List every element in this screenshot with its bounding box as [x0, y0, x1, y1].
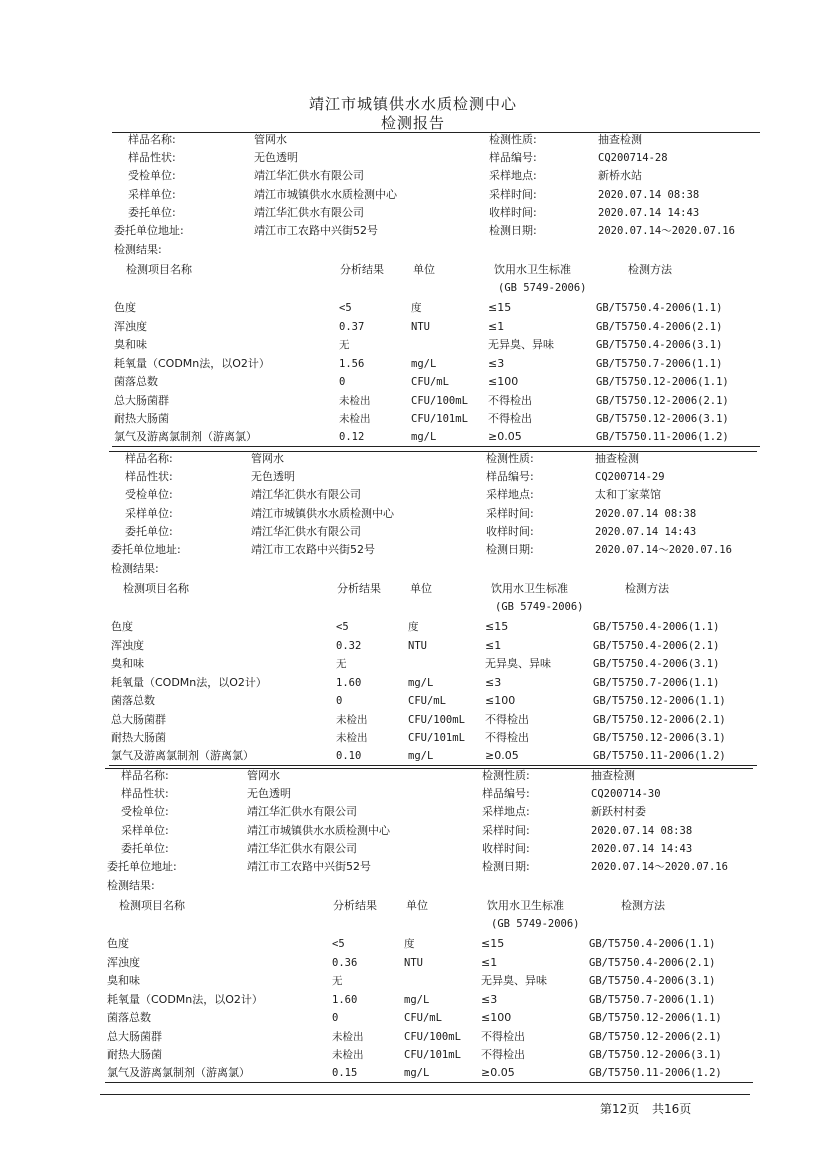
row-standard: ≤100 — [481, 1011, 512, 1024]
value-sampling-time: 2020.07.14 08:38 — [591, 825, 693, 837]
row-method: GB/T5750.12-2006(1.1) — [596, 376, 729, 388]
row-method: GB/T5750.12-2006(3.1) — [596, 413, 729, 425]
row-item-name: 氯气及游离氯制剂（游离氯） — [111, 749, 254, 762]
label-inspection-date: 检测日期: — [489, 224, 537, 237]
label-receiving-unit: 受检单位: — [121, 805, 169, 818]
label-inspection-date: 检测日期: — [482, 860, 530, 873]
section-bottom-rule — [112, 446, 760, 447]
section-top-rule — [109, 451, 757, 452]
value-receiving-unit: 靖江华汇供水有限公司 — [251, 488, 361, 501]
value-inspection-nature: 抽查检测 — [591, 769, 635, 782]
row-result: <5 — [339, 302, 352, 314]
row-standard: 无异臭、异味 — [485, 657, 551, 670]
row-standard: 无异臭、异味 — [488, 338, 554, 351]
row-standard: 无异臭、异味 — [481, 974, 547, 987]
row-item-name: 浑浊度 — [111, 639, 144, 652]
row-result: 0 — [336, 695, 343, 707]
row-method: GB/T5750.7-2006(1.1) — [593, 677, 720, 689]
report-subtitle: 检测报告 — [380, 114, 445, 132]
row-unit: CFU/mL — [408, 695, 446, 707]
sample-section — [0, 133, 826, 453]
label-sample-number: 样品编号: — [486, 470, 534, 483]
row-unit: NTU — [408, 640, 427, 652]
value-inspection-date: 2020.07.14～2020.07.16 — [595, 544, 732, 556]
value-inspection-nature: 抽查检测 — [598, 133, 642, 146]
label-sampling-location: 采样地点: — [486, 488, 534, 501]
label-sampling-unit: 采样单位: — [128, 188, 176, 201]
row-standard: ≤100 — [485, 694, 516, 707]
report-title: 靖江市城镇供水水质检测中心 — [308, 95, 517, 113]
label-sample-name: 样品名称: — [125, 452, 173, 465]
label-sampling-location: 采样地点: — [482, 805, 530, 818]
label-sampling-location: 采样地点: — [489, 169, 537, 182]
row-method: GB/T5750.4-2006(2.1) — [596, 321, 723, 333]
row-result: 0.37 — [339, 321, 365, 333]
row-result: 0 — [339, 376, 346, 388]
label-sampling-time: 采样时间: — [486, 507, 534, 520]
col-header-result: 分析结果 — [337, 582, 381, 595]
label-receiving-unit: 受检单位: — [128, 169, 176, 182]
label-sample-number: 样品编号: — [482, 787, 530, 800]
row-standard: 不得检出 — [488, 412, 532, 425]
col-header-standard: 饮用水卫生标准 — [494, 263, 571, 276]
row-item-name: 耐热大肠菌 — [111, 731, 166, 744]
label-sample-name: 样品名称: — [128, 133, 176, 146]
results-label: 检测结果: — [114, 243, 162, 256]
row-method: GB/T5750.4-2006(1.1) — [589, 938, 716, 950]
row-item-name: 耐热大肠菌 — [114, 412, 169, 425]
row-result: 0.36 — [332, 957, 358, 969]
row-unit: NTU — [404, 957, 423, 969]
label-entrusting-unit: 委托单位: — [128, 206, 176, 219]
label-entrusting-address: 委托单位地址: — [107, 860, 177, 873]
page-number-total: 共16页 — [652, 1102, 692, 1116]
row-item-name: 菌落总数 — [111, 694, 155, 707]
col-header-unit: 单位 — [413, 263, 435, 276]
row-result: 0 — [332, 1012, 339, 1024]
value-sample-name: 管网水 — [247, 769, 280, 782]
value-receiving-time: 2020.07.14 14:43 — [595, 526, 697, 538]
row-unit: mg/L — [404, 994, 430, 1006]
value-sampling-location: 新桥水站 — [598, 169, 642, 182]
value-entrusting-address: 靖江市工农路中兴街52号 — [247, 860, 371, 873]
row-method: GB/T5750.7-2006(1.1) — [589, 994, 716, 1006]
label-inspection-nature: 检测性质: — [489, 133, 537, 146]
row-result: 0.15 — [332, 1067, 358, 1079]
value-entrusting-address: 靖江市工农路中兴街52号 — [254, 224, 378, 237]
row-result: 无 — [336, 658, 347, 670]
row-method: GB/T5750.12-2006(1.1) — [593, 695, 726, 707]
row-method: GB/T5750.11-2006(1.2) — [596, 431, 729, 443]
row-unit: CFU/mL — [411, 376, 449, 388]
row-unit: 度 — [411, 302, 422, 314]
results-label: 检测结果: — [111, 562, 159, 575]
row-method: GB/T5750.4-2006(3.1) — [589, 975, 716, 987]
col-header-standard: 饮用水卫生标准 — [487, 899, 564, 912]
row-item-name: 氯气及游离氯制剂（游离氯） — [107, 1066, 250, 1079]
value-sample-name: 管网水 — [254, 133, 287, 146]
value-sample-number: CQ200714-28 — [598, 152, 668, 164]
row-unit: mg/L — [408, 677, 434, 689]
value-sampling-unit: 靖江市城镇供水水质检测中心 — [254, 188, 397, 201]
value-sampling-time: 2020.07.14 08:38 — [598, 189, 700, 201]
row-item-name: 耗氧量（CODMn法，以O2计） — [107, 993, 263, 1006]
row-standard: ≥0.05 — [488, 430, 522, 443]
col-header-standard-code: (GB 5749-2006) — [491, 918, 580, 930]
label-sample-property: 样品性状: — [128, 151, 176, 164]
value-entrusting-unit: 靖江华汇供水有限公司 — [254, 206, 364, 219]
value-receiving-unit: 靖江华汇供水有限公司 — [254, 169, 364, 182]
row-method: GB/T5750.12-2006(3.1) — [589, 1049, 722, 1061]
col-header-method: 检测方法 — [628, 263, 672, 276]
label-sampling-time: 采样时间: — [482, 824, 530, 837]
label-sampling-time: 采样时间: — [489, 188, 537, 201]
label-sample-number: 样品编号: — [489, 151, 537, 164]
label-receiving-time: 收样时间: — [489, 206, 537, 219]
value-receiving-time: 2020.07.14 14:43 — [591, 843, 693, 855]
section-top-rule — [105, 768, 753, 769]
row-unit: CFU/101mL — [404, 1049, 461, 1061]
row-result: 未检出 — [339, 395, 371, 407]
row-unit: CFU/101mL — [408, 732, 465, 744]
row-result: 0.32 — [336, 640, 362, 652]
label-receiving-time: 收样时间: — [486, 525, 534, 538]
col-header-unit: 单位 — [410, 582, 432, 595]
label-receiving-time: 收样时间: — [482, 842, 530, 855]
col-header-result: 分析结果 — [340, 263, 384, 276]
row-standard: ≤3 — [488, 357, 505, 370]
row-result: 未检出 — [336, 714, 368, 726]
col-header-item: 检测项目名称 — [123, 582, 189, 595]
row-item-name: 氯气及游离氯制剂（游离氯） — [114, 430, 257, 443]
row-standard: ≤15 — [488, 301, 512, 314]
row-unit: CFU/100mL — [404, 1031, 461, 1043]
page-number-current: 第12页 — [600, 1102, 640, 1116]
label-sampling-unit: 采样单位: — [121, 824, 169, 837]
row-item-name: 色度 — [107, 937, 129, 950]
row-standard: 不得检出 — [485, 731, 529, 744]
row-unit: mg/L — [404, 1067, 430, 1079]
value-sampling-unit: 靖江市城镇供水水质检测中心 — [247, 824, 390, 837]
value-sample-property: 无色透明 — [251, 470, 295, 483]
row-standard: 不得检出 — [488, 394, 532, 407]
label-entrusting-unit: 委托单位: — [121, 842, 169, 855]
col-header-standard-code: (GB 5749-2006) — [498, 282, 587, 294]
row-standard: ≤1 — [488, 320, 505, 333]
sample-section — [0, 769, 819, 1089]
col-header-standard-code: (GB 5749-2006) — [495, 601, 584, 613]
row-item-name: 臭和味 — [114, 338, 147, 351]
row-item-name: 耐热大肠菌 — [107, 1048, 162, 1061]
row-method: GB/T5750.12-2006(3.1) — [593, 732, 726, 744]
col-header-item: 检测项目名称 — [126, 263, 192, 276]
label-inspection-nature: 检测性质: — [486, 452, 534, 465]
footer-divider — [100, 1094, 750, 1095]
col-header-unit: 单位 — [406, 899, 428, 912]
label-sampling-unit: 采样单位: — [125, 507, 173, 520]
value-sample-number: CQ200714-30 — [591, 788, 661, 800]
section-bottom-rule — [109, 765, 757, 766]
row-method: GB/T5750.12-2006(1.1) — [589, 1012, 722, 1024]
row-unit: mg/L — [411, 358, 437, 370]
sample-section — [0, 452, 823, 772]
row-item-name: 总大肠菌群 — [107, 1030, 162, 1043]
row-unit: CFU/100mL — [411, 395, 468, 407]
row-method: GB/T5750.11-2006(1.2) — [593, 750, 726, 762]
row-unit: mg/L — [411, 431, 437, 443]
label-receiving-unit: 受检单位: — [125, 488, 173, 501]
row-unit: 度 — [408, 621, 419, 633]
row-method: GB/T5750.11-2006(1.2) — [589, 1067, 722, 1079]
row-item-name: 耗氧量（CODMn法，以O2计） — [111, 676, 267, 689]
value-receiving-unit: 靖江华汇供水有限公司 — [247, 805, 357, 818]
label-entrusting-address: 委托单位地址: — [114, 224, 184, 237]
row-unit: 度 — [404, 938, 415, 950]
row-item-name: 色度 — [111, 620, 133, 633]
row-result: 未检出 — [332, 1049, 364, 1061]
row-method: GB/T5750.4-2006(2.1) — [589, 957, 716, 969]
label-sample-property: 样品性状: — [125, 470, 173, 483]
row-standard: ≤1 — [485, 639, 502, 652]
row-method: GB/T5750.4-2006(1.1) — [593, 621, 720, 633]
label-inspection-date: 检测日期: — [486, 543, 534, 556]
value-sampling-unit: 靖江市城镇供水水质检测中心 — [251, 507, 394, 520]
value-receiving-time: 2020.07.14 14:43 — [598, 207, 700, 219]
col-header-result: 分析结果 — [333, 899, 377, 912]
col-header-method: 检测方法 — [625, 582, 669, 595]
row-standard: ≤3 — [481, 993, 498, 1006]
label-inspection-nature: 检测性质: — [482, 769, 530, 782]
row-method: GB/T5750.4-2006(3.1) — [596, 339, 723, 351]
value-sampling-time: 2020.07.14 08:38 — [595, 508, 697, 520]
row-result: 1.56 — [339, 358, 365, 370]
col-header-standard: 饮用水卫生标准 — [491, 582, 568, 595]
value-inspection-date: 2020.07.14～2020.07.16 — [591, 861, 728, 873]
value-sample-property: 无色透明 — [254, 151, 298, 164]
label-entrusting-address: 委托单位地址: — [111, 543, 181, 556]
row-method: GB/T5750.7-2006(1.1) — [596, 358, 723, 370]
row-standard: ≤100 — [488, 375, 519, 388]
row-result: 0.12 — [339, 431, 365, 443]
col-header-item: 检测项目名称 — [119, 899, 185, 912]
value-sampling-location: 新跃村村委 — [591, 805, 646, 818]
row-unit: CFU/101mL — [411, 413, 468, 425]
row-result: 无 — [332, 975, 343, 987]
row-item-name: 总大肠菌群 — [114, 394, 169, 407]
row-standard: 不得检出 — [485, 713, 529, 726]
row-result: 1.60 — [336, 677, 362, 689]
row-method: GB/T5750.4-2006(1.1) — [596, 302, 723, 314]
row-unit: CFU/100mL — [408, 714, 465, 726]
value-entrusting-unit: 靖江华汇供水有限公司 — [247, 842, 357, 855]
label-sample-name: 样品名称: — [121, 769, 169, 782]
row-standard: ≤1 — [481, 956, 498, 969]
row-result: 未检出 — [339, 413, 371, 425]
row-item-name: 耗氧量（CODMn法，以O2计） — [114, 357, 270, 370]
row-item-name: 臭和味 — [107, 974, 140, 987]
row-method: GB/T5750.4-2006(3.1) — [593, 658, 720, 670]
row-standard: ≥0.05 — [485, 749, 519, 762]
row-result: 无 — [339, 339, 350, 351]
row-method: GB/T5750.12-2006(2.1) — [589, 1031, 722, 1043]
row-result: <5 — [336, 621, 349, 633]
row-standard: ≤3 — [485, 676, 502, 689]
row-method: GB/T5750.12-2006(2.1) — [593, 714, 726, 726]
row-item-name: 臭和味 — [111, 657, 144, 670]
row-unit: CFU/mL — [404, 1012, 442, 1024]
value-sample-property: 无色透明 — [247, 787, 291, 800]
row-unit: NTU — [411, 321, 430, 333]
row-item-name: 总大肠菌群 — [111, 713, 166, 726]
value-sampling-location: 太和丁家菜馆 — [595, 488, 661, 501]
value-inspection-nature: 抽查检测 — [595, 452, 639, 465]
value-entrusting-address: 靖江市工农路中兴街52号 — [251, 543, 375, 556]
row-item-name: 浑浊度 — [114, 320, 147, 333]
value-entrusting-unit: 靖江华汇供水有限公司 — [251, 525, 361, 538]
row-method: GB/T5750.4-2006(2.1) — [593, 640, 720, 652]
row-result: 未检出 — [332, 1031, 364, 1043]
row-standard: ≥0.05 — [481, 1066, 515, 1079]
label-entrusting-unit: 委托单位: — [125, 525, 173, 538]
row-standard: ≤15 — [485, 620, 509, 633]
label-sample-property: 样品性状: — [121, 787, 169, 800]
value-sample-name: 管网水 — [251, 452, 284, 465]
section-top-rule — [112, 132, 760, 133]
value-inspection-date: 2020.07.14～2020.07.16 — [598, 225, 735, 237]
row-standard: 不得检出 — [481, 1030, 525, 1043]
row-item-name: 菌落总数 — [107, 1011, 151, 1024]
section-bottom-rule — [105, 1082, 753, 1083]
results-label: 检测结果: — [107, 879, 155, 892]
row-unit: mg/L — [408, 750, 434, 762]
row-standard: ≤15 — [481, 937, 505, 950]
row-item-name: 菌落总数 — [114, 375, 158, 388]
row-standard: 不得检出 — [481, 1048, 525, 1061]
row-item-name: 浑浊度 — [107, 956, 140, 969]
row-item-name: 色度 — [114, 301, 136, 314]
col-header-method: 检测方法 — [621, 899, 665, 912]
row-result: <5 — [332, 938, 345, 950]
row-result: 1.60 — [332, 994, 358, 1006]
row-result: 0.10 — [336, 750, 362, 762]
value-sample-number: CQ200714-29 — [595, 471, 665, 483]
row-method: GB/T5750.12-2006(2.1) — [596, 395, 729, 407]
row-result: 未检出 — [336, 732, 368, 744]
